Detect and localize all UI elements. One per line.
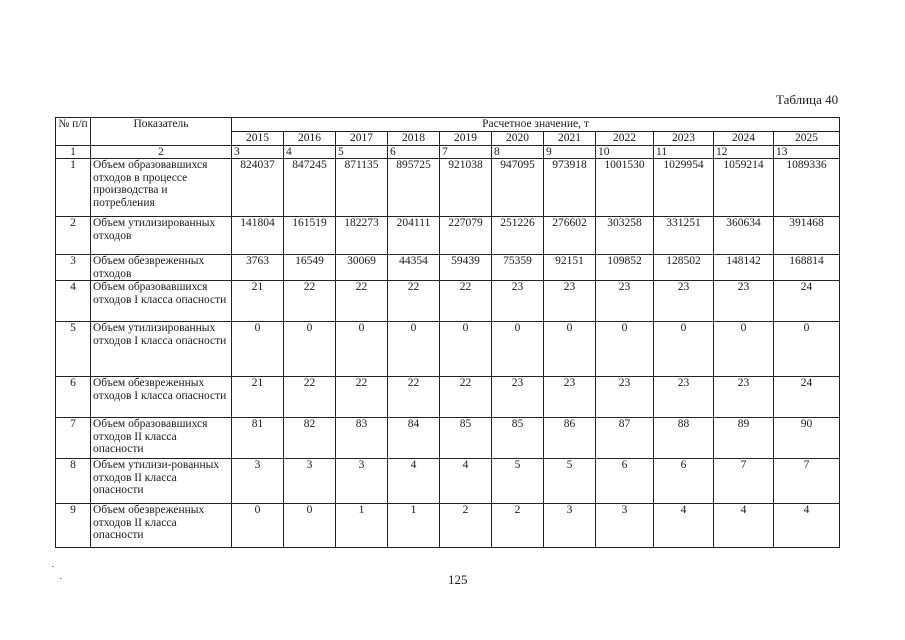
cell-value: 0	[284, 504, 336, 548]
row-number: 8	[56, 459, 91, 504]
header-year: 2022	[596, 131, 654, 145]
cell-value: 973918	[544, 159, 596, 217]
table-row	[56, 159, 840, 217]
cell-value: 92151	[544, 255, 596, 281]
cell-value: 182273	[336, 217, 388, 255]
cell-value: 1029954	[654, 159, 714, 217]
cell-value: 44354	[388, 255, 440, 281]
table-caption: Таблица 40	[776, 92, 839, 107]
scan-mark	[52, 566, 54, 567]
cell-value: 83	[336, 418, 388, 459]
row-label: Объем образовавшихся отходов в процессе производства и потребления	[91, 159, 232, 217]
column-number: 5	[336, 145, 388, 159]
page-number: 125	[448, 572, 468, 587]
cell-value: 6	[654, 459, 714, 504]
cell-value: 1059214	[714, 159, 774, 217]
row-number: 6	[56, 377, 91, 418]
cell-value: 1089336	[774, 159, 840, 217]
cell-value: 81	[232, 418, 284, 459]
cell-value: 59439	[440, 255, 492, 281]
row-number: 9	[56, 504, 91, 548]
cell-value: 0	[284, 322, 336, 377]
cell-value: 148142	[714, 255, 774, 281]
table-row	[56, 255, 840, 281]
row-label: Объем обезвреженных отходов I класса опасности	[91, 377, 232, 418]
cell-value: 88	[654, 418, 714, 459]
cell-value: 22	[336, 377, 388, 418]
cell-value: 16549	[284, 255, 336, 281]
cell-value: 161519	[284, 217, 336, 255]
header-year: 2023	[654, 131, 714, 145]
cell-value: 0	[232, 504, 284, 548]
header-group: Расчетное значение, т	[232, 118, 840, 132]
cell-value: 0	[654, 322, 714, 377]
column-number: 3	[232, 145, 284, 159]
cell-value: 0	[388, 322, 440, 377]
cell-value: 227079	[440, 217, 492, 255]
cell-value: 22	[284, 281, 336, 322]
cell-value: 30069	[336, 255, 388, 281]
cell-value: 1001530	[596, 159, 654, 217]
cell-value: 0	[336, 322, 388, 377]
column-number: 11	[654, 145, 714, 159]
cell-value: 23	[596, 377, 654, 418]
cell-value: 86	[544, 418, 596, 459]
table-row	[56, 377, 840, 418]
column-number: 8	[492, 145, 544, 159]
cell-value: 3	[336, 459, 388, 504]
header-num: № п/п	[56, 118, 91, 146]
cell-value: 276602	[544, 217, 596, 255]
cell-value: 22	[284, 377, 336, 418]
cell-value: 360634	[714, 217, 774, 255]
cell-value: 23	[654, 281, 714, 322]
cell-value: 204111	[388, 217, 440, 255]
cell-value: 23	[492, 377, 544, 418]
cell-value: 0	[492, 322, 544, 377]
cell-value: 85	[492, 418, 544, 459]
cell-value: 7	[774, 459, 840, 504]
row-label: Объем образовавшихся отходов I класса опасности	[91, 281, 232, 322]
row-label: Объем образовавшихся отходов II класса опасности	[91, 418, 232, 459]
cell-value: 2	[440, 504, 492, 548]
cell-value: 5	[544, 459, 596, 504]
cell-value: 23	[544, 377, 596, 418]
row-label: Объем обезвреженных отходов	[91, 255, 232, 281]
cell-value: 3	[544, 504, 596, 548]
cell-value: 3	[284, 459, 336, 504]
column-number: 4	[284, 145, 336, 159]
cell-value: 3	[232, 459, 284, 504]
row-number: 5	[56, 322, 91, 377]
header-year: 2021	[544, 131, 596, 145]
row-label: Объем утилизи-рованных отходов II класса опасности	[91, 459, 232, 504]
cell-value: 947095	[492, 159, 544, 217]
header-year: 2017	[336, 131, 388, 145]
cell-value: 824037	[232, 159, 284, 217]
cell-value: 391468	[774, 217, 840, 255]
header-year: 2025	[774, 131, 840, 145]
cell-value: 0	[596, 322, 654, 377]
cell-value: 90	[774, 418, 840, 459]
cell-value: 6	[596, 459, 654, 504]
cell-value: 921038	[440, 159, 492, 217]
cell-value: 847245	[284, 159, 336, 217]
cell-value: 5	[492, 459, 544, 504]
row-label: Объем утилизированных отходов I класса опасности	[91, 322, 232, 377]
table-row	[56, 217, 840, 255]
table-row	[56, 459, 840, 504]
cell-value: 0	[232, 322, 284, 377]
cell-value: 87	[596, 418, 654, 459]
table-row	[56, 281, 840, 322]
cell-value: 331251	[654, 217, 714, 255]
cell-value: 251226	[492, 217, 544, 255]
cell-value: 3763	[232, 255, 284, 281]
column-number: 9	[544, 145, 596, 159]
cell-value: 3	[596, 504, 654, 548]
cell-value: 4	[654, 504, 714, 548]
cell-value: 23	[714, 281, 774, 322]
row-number: 1	[56, 159, 91, 217]
cell-value: 109852	[596, 255, 654, 281]
header-year: 2016	[284, 131, 336, 145]
cell-value: 22	[440, 377, 492, 418]
cell-value: 23	[654, 377, 714, 418]
cell-value: 303258	[596, 217, 654, 255]
cell-value: 2	[492, 504, 544, 548]
row-label: Объем утилизированных отходов	[91, 217, 232, 255]
data-table	[55, 117, 840, 548]
row-label: Объем обезвреженных отходов II класса опасности	[91, 504, 232, 548]
column-number: 10	[596, 145, 654, 159]
cell-value: 0	[440, 322, 492, 377]
header-year: 2020	[492, 131, 544, 145]
cell-value: 22	[336, 281, 388, 322]
cell-value: 22	[440, 281, 492, 322]
cell-value: 895725	[388, 159, 440, 217]
cell-value: 23	[544, 281, 596, 322]
cell-value: 141804	[232, 217, 284, 255]
cell-value: 871135	[336, 159, 388, 217]
cell-value: 24	[774, 281, 840, 322]
cell-value: 21	[232, 377, 284, 418]
cell-value: 0	[774, 322, 840, 377]
cell-value: 23	[492, 281, 544, 322]
row-number: 3	[56, 255, 91, 281]
cell-value: 0	[714, 322, 774, 377]
table-row	[56, 322, 840, 377]
cell-value: 168814	[774, 255, 840, 281]
cell-value: 24	[774, 377, 840, 418]
column-number: 12	[714, 145, 774, 159]
cell-value: 4	[440, 459, 492, 504]
column-number: 13	[774, 145, 840, 159]
cell-value: 0	[544, 322, 596, 377]
table-row	[56, 504, 840, 548]
cell-value: 4	[388, 459, 440, 504]
cell-value: 7	[714, 459, 774, 504]
cell-value: 23	[714, 377, 774, 418]
row-number: 7	[56, 418, 91, 459]
scan-mark	[60, 578, 62, 579]
cell-value: 1	[388, 504, 440, 548]
cell-value: 84	[388, 418, 440, 459]
column-number: 7	[440, 145, 492, 159]
column-number: 1	[56, 145, 91, 159]
cell-value: 22	[388, 377, 440, 418]
cell-value: 21	[232, 281, 284, 322]
row-number: 4	[56, 281, 91, 322]
table-row	[56, 418, 840, 459]
cell-value: 89	[714, 418, 774, 459]
header-indicator: Показатель	[91, 118, 232, 146]
cell-value: 22	[388, 281, 440, 322]
cell-value: 75359	[492, 255, 544, 281]
cell-value: 82	[284, 418, 336, 459]
cell-value: 4	[714, 504, 774, 548]
cell-value: 128502	[654, 255, 714, 281]
cell-value: 1	[336, 504, 388, 548]
row-number: 2	[56, 217, 91, 255]
cell-value: 4	[774, 504, 840, 548]
header-year: 2019	[440, 131, 492, 145]
header-year: 2024	[714, 131, 774, 145]
header-year: 2015	[232, 131, 284, 145]
cell-value: 85	[440, 418, 492, 459]
cell-value: 23	[596, 281, 654, 322]
header-year: 2018	[388, 131, 440, 145]
column-number: 6	[388, 145, 440, 159]
column-number: 2	[91, 145, 232, 159]
